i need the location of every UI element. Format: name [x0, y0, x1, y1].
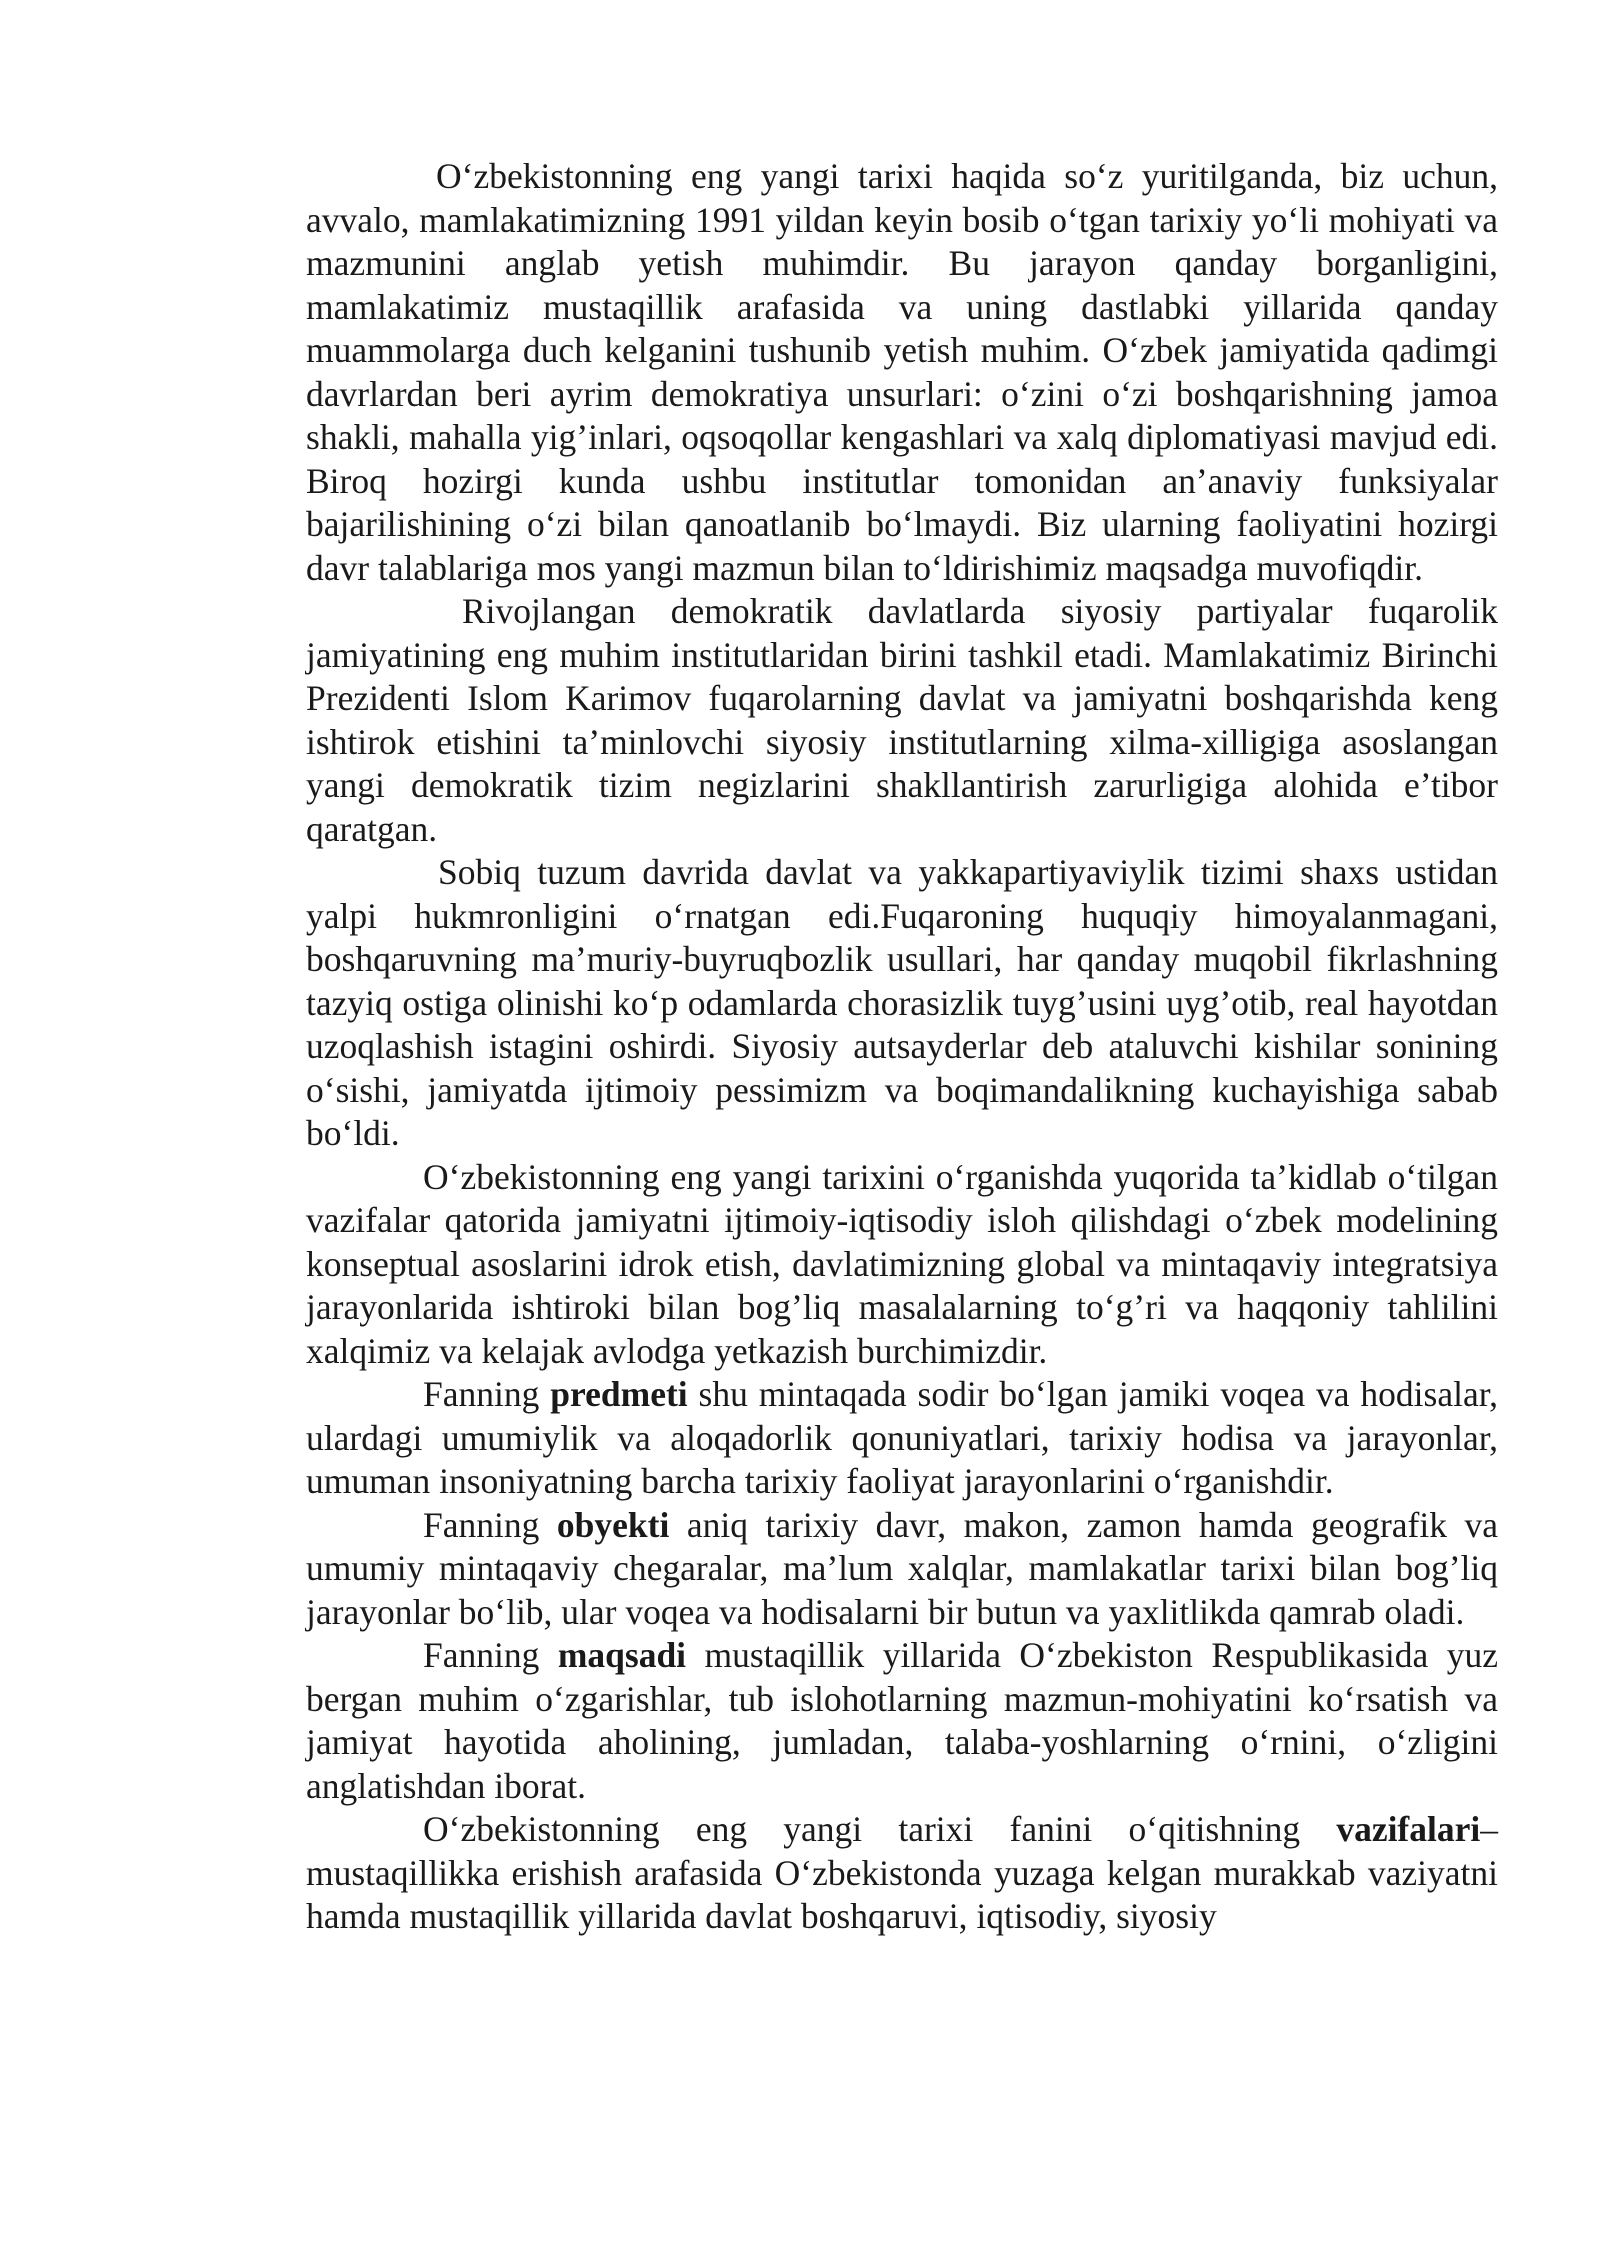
paragraph-rest: – mustaqillikka erishish arafasida O‘zbekistonda yuzaga kelgan murakkab vaziyatni hamda mustaqillik yillarida davlat boshqaruvi, iqtisodiy, siyosiy	[306, 1809, 1498, 1936]
paragraph-text: O‘zbekistonning eng yangi tarixi haqida so‘z yuritilganda, biz uchun, avvalo, mamlakatimizning 1991 yildan keyin bosib o‘tgan tarixiy yo‘li mohiyati va mazmunini anglab yetish muhimdir. Bu jarayon qanday borganligini, mamlakatimiz mustaqillik arafasida va uning dastlabki yillarida qanday muammolarga duch kelganini tushunib yetish muhim. O‘zbek jamiyatida qadimgi davrlardan beri ayrim demokratiya unsurlari: o‘zini o‘zi boshqarishning jamoa shakli, mahalla yig’inlari, oqsoqollar kengashlari va xalq diplomatiyasi mavjud edi. Biroq hozirgi kunda ushbu institutlar tomonidan an’anaviy funksiyalar bajarilishining o‘zi bilan qanoatlanib bo‘lmaydi. Biz ularning faoliyatini hozirgi davr talablariga mos yangi mazmun bilan to‘ldirishimiz maqsadga muvofiqdir.	[306, 156, 1498, 588]
keyword-maqsadi: maqsadi	[557, 1635, 687, 1675]
paragraph-object	[306, 1504, 1498, 1635]
paragraph-goal	[306, 1634, 1498, 1808]
paragraph-study-tasks	[306, 1156, 1498, 1374]
paragraph-lead: Fanning	[423, 1635, 558, 1675]
keyword-vazifalari: vazifalari	[1336, 1809, 1481, 1849]
paragraph-rest: shu mintaqada sodir bo‘lgan jamiki voqea va hodisalar, ulardagi umumiylik va aloqadorlik qonuniyatlari, tarixiy hodisa va jarayonlar, umuman insoniyatning barcha tarixiy faoliyat jarayonlarini o‘rganishdir.	[306, 1374, 1498, 1501]
paragraph-tasks	[306, 1808, 1498, 1939]
paragraph-rest: aniq tarixiy davr, makon, zamon hamda geografik va umumiy mintaqaviy chegaralar, ma’lum xalqlar, mamlakatlar tarixi bilan bog’liq jarayonlar bo‘lib, ular voqea va hodisalarni bir butun va yaxlitlikda qamrab oladi.	[306, 1504, 1498, 1632]
paragraph-subject	[306, 1373, 1498, 1504]
paragraph-rest: mustaqillik yillarida O‘zbekiston Respublikasida yuz bergan muhim o‘zgarishlar, tub islohotlarning mazmun-mohiyatini ko‘rsatish va jamiyat hayotida aholining, jumladan, talaba-yoshlarning o‘rnini, o‘zligini anglatishdan iborat.	[306, 1635, 1498, 1806]
paragraph-intro	[306, 155, 1498, 590]
keyword-predmeti: predmeti	[550, 1374, 688, 1414]
paragraph-lead: Fanning	[423, 1504, 557, 1545]
paragraph-lead: O‘zbekistonning eng yangi tarixi fanini o‘qitishning	[423, 1809, 1337, 1849]
paragraph-political-parties	[306, 590, 1498, 851]
paragraph-text: O‘zbekistonning eng yangi tarixini o‘rganishda yuqorida ta’kidlab o‘tilgan vazifalar qatorida jamiyatni ijtimoiy-iqtisodiy isloh qilishdagi o‘zbek modelining konseptual asoslarini idrok etish, davlatimizning global va mintaqaviy integratsiya jarayonlarida ishtiroki bilan bog’liq masalalarning to‘g’ri va haqqoniy tahlilini xalqimiz va kelajak avlodga yetkazish burchimizdir.	[306, 1156, 1498, 1371]
keyword-obyekti: obyekti	[556, 1504, 670, 1545]
paragraph-former-regime	[306, 851, 1498, 1156]
paragraph-text: Rivojlangan demokratik davlatlarda siyosiy partiyalar fuqarolik jamiyatining eng muhim institutlaridan birini tashkil etadi. Mamlakatimiz Birinchi Prezidenti Islom Karimov fuqarolarning davlat va jamiyatni boshqarishda keng ishtirok etishini ta’minlovchi siyosiy institutlarning xilma-xilligiga asoslangan yangi demokratik tizim negizlarini shakllantirish zarurligiga alohida e’tibor qaratgan.	[306, 591, 1498, 849]
document-page	[306, 155, 1498, 1939]
paragraph-text: Sobiq tuzum davrida davlat va yakkapartiyaviylik tizimi shaxs ustidan yalpi hukmronligini o‘rnatgan edi.Fuqaroning huquqiy himoyalanmagani, boshqaruvning ma’muriy-buyruqbozlik usullari, har qanday muqobil fikrlashning tazyiq ostiga olinishi ko‘p odamlarda chorasizlik tuyg’usini uyg’otib, real hayotdan uzoqlashish istagini oshirdi. Siyosiy autsayderlar deb ataluvchi kishilar sonining o‘sishi, jamiyatda ijtimoiy pessimizm va boqimandalikning kuchayishiga sabab bo‘ldi.	[306, 852, 1498, 1153]
paragraph-lead: Fanning	[423, 1374, 551, 1414]
